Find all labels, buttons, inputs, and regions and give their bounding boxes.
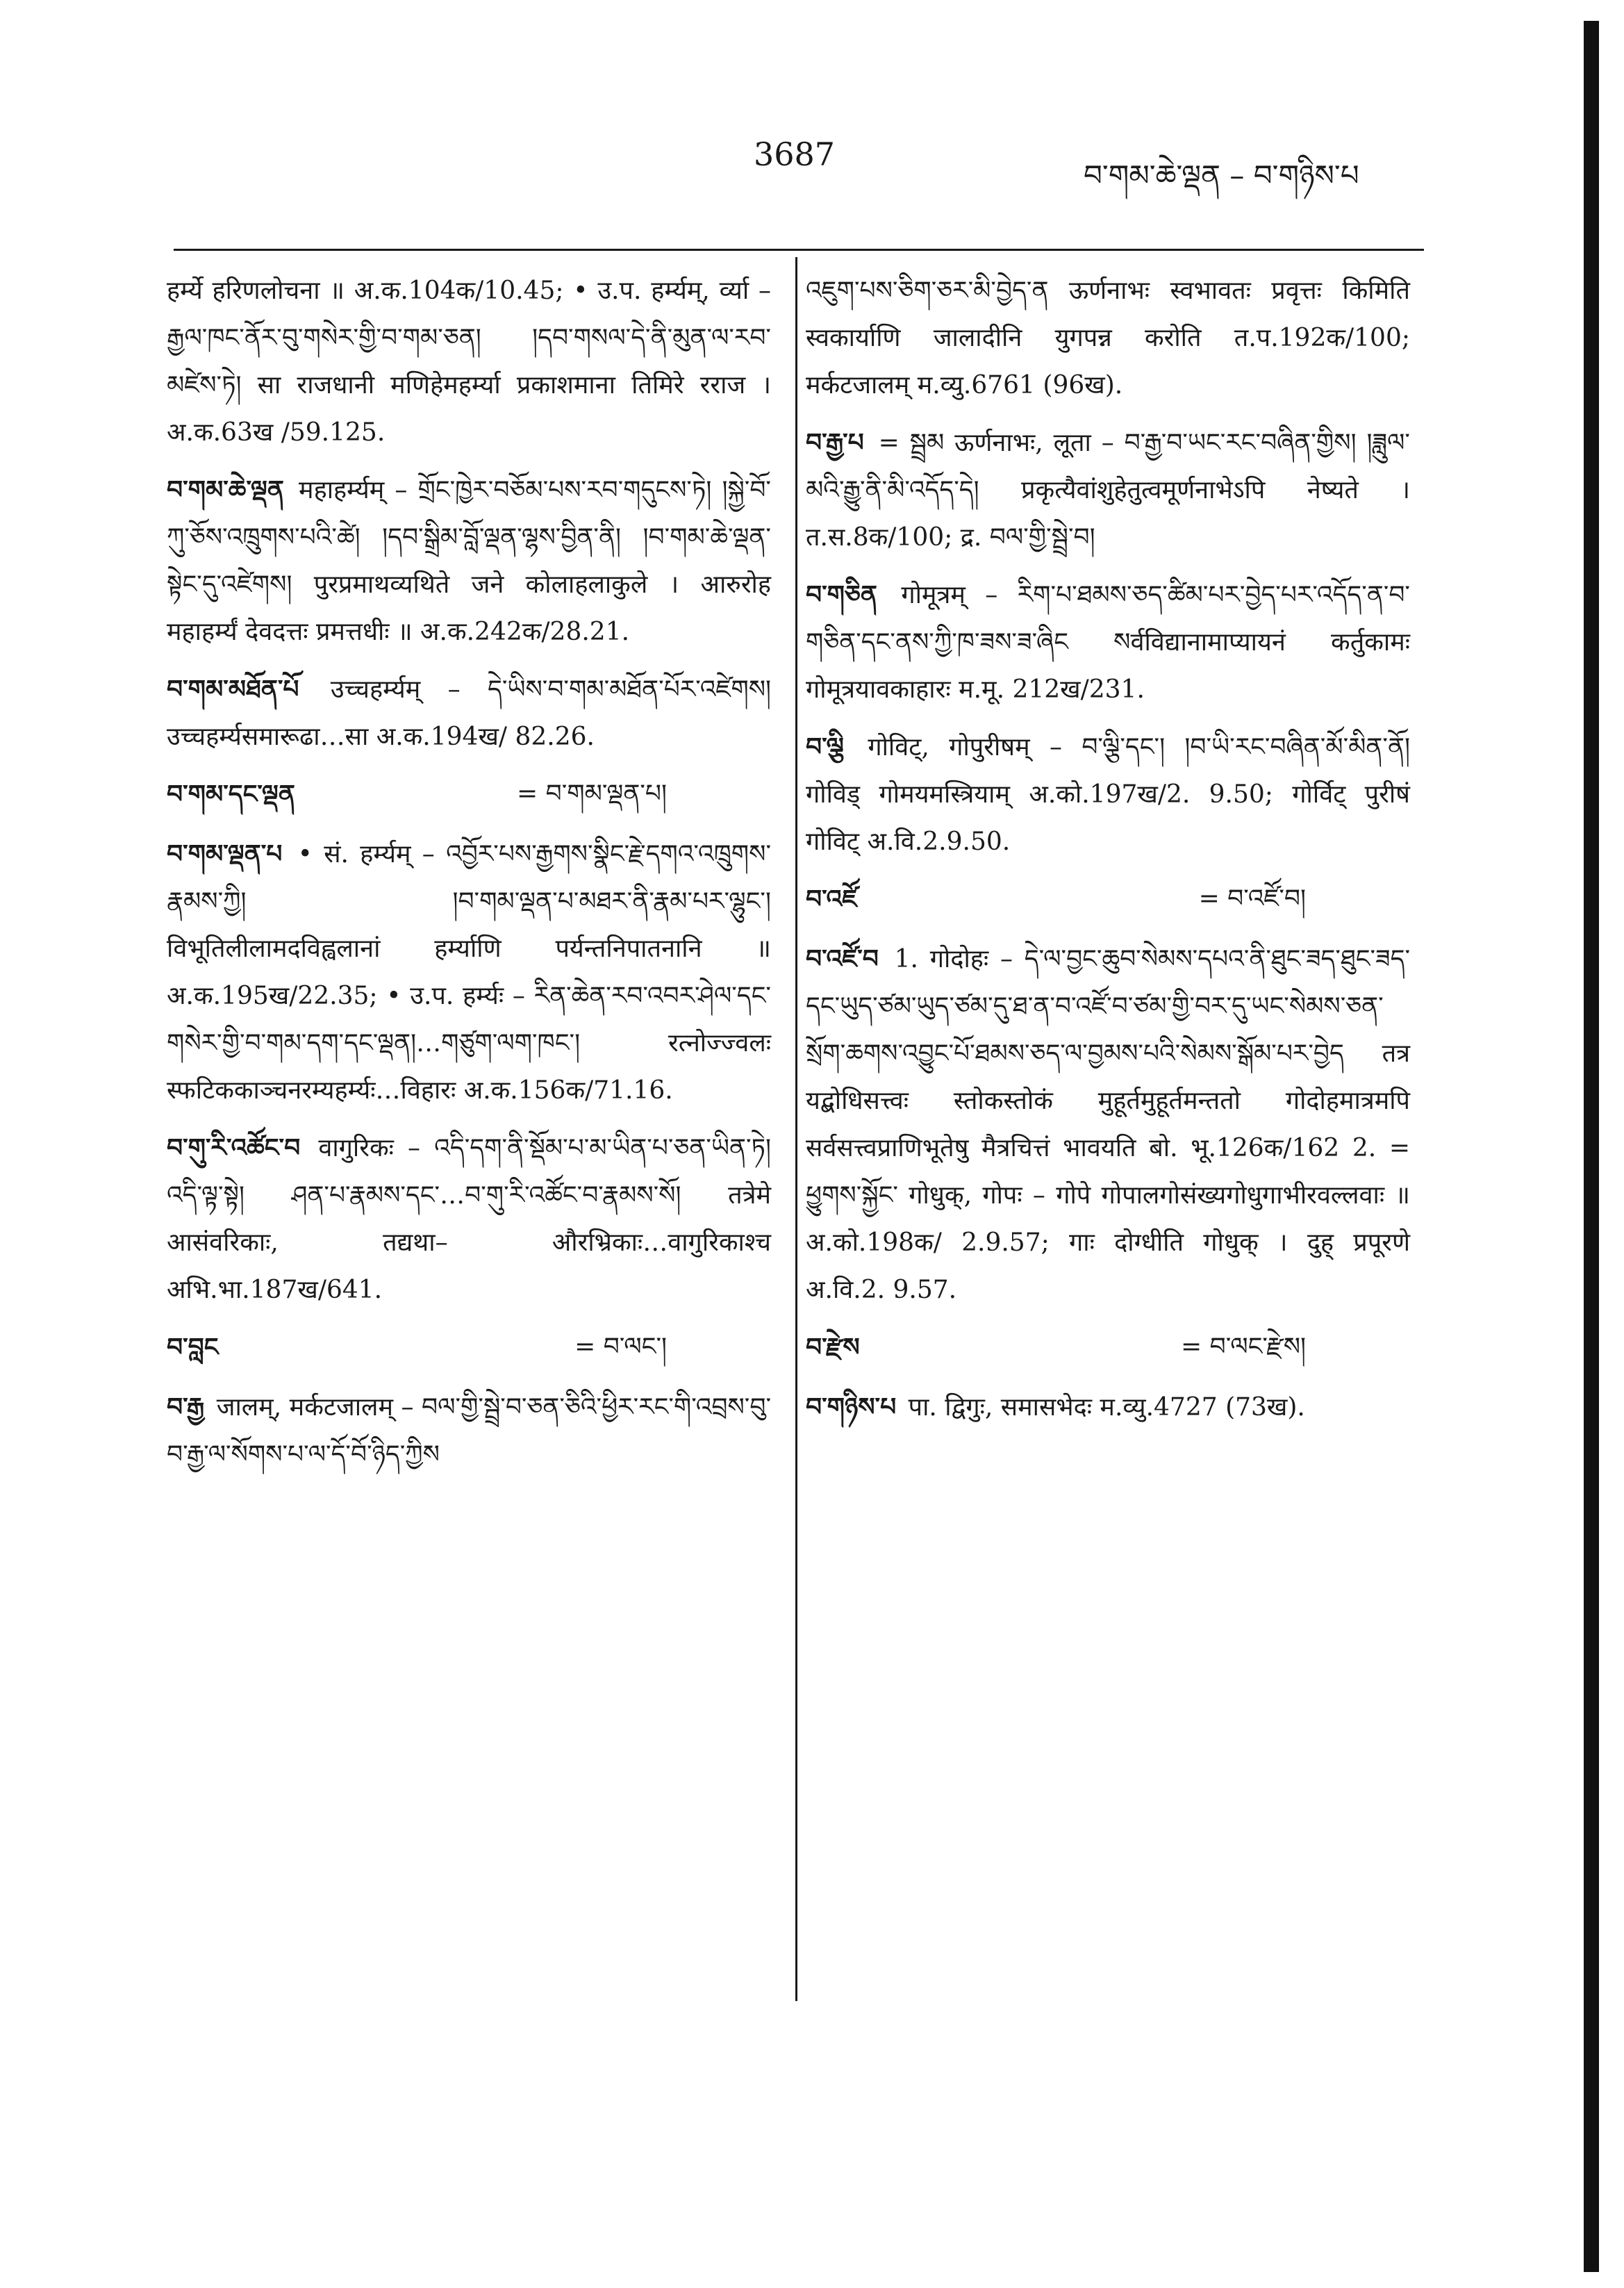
dictionary-entry [806, 419, 1410, 561]
entry-text: 1. गोदोहः – དེ་ལ་བྱང་ཆུབ་སེམས་དཔའ་ནི་ཐུང་ཟད་ཐུང་ཟད་དང་ཡུད་ཙམ་ཡུད་ཙམ་དུ་ཐ་ན་བ་འཛོ་བ་ཙམ་གྱི་བར་དུ་ཡང་སེམས་ཅན་སྲོག་ཆགས་འབྱུང་པོ་ཐམས་ཅད་ལ་བྱམས་པའི་སེམས་སྒོམ་པར་བྱེད तत्र यद्बोधिसत्त्वः स्तोकस्तोकं मुहूर्तमुहूर्तमन्ततो गोदोहमात्रमपि सर्वसत्त्वप्राणिभूतेषु मैत्रचित्तं भावयति बो. भू.126क/162 2. = ཕྱུགས་སྐྱོང་ गोधुक्, गोपः – गोपे गोपालगोसंख्यगोधुगाभीरवल्लवाः ॥ अ.को.198क/ 2.9.57; गाः दोग्धीति गोधुक् । दुह् प्रपूरणे अ.वि.2. 9.57. [806, 945, 1410, 1304]
dictionary-entry [806, 571, 1410, 714]
entry-headword: བ་གུ་རི་འཚོང་བ [167, 1133, 301, 1162]
running-head: བ་གམ་ཆེ་ལྡན – བ་གཉིས་པ [1084, 158, 1359, 192]
entry-headword: བ་འཛོ་བ [806, 944, 879, 973]
entry-text: पा. द्विगुः, समासभेदः म.व्यु.4727 (73ख). [908, 1393, 1305, 1422]
entry-headword: བ་གཅིན [806, 580, 877, 609]
entry-headword: བ་ལྕི [806, 732, 844, 762]
entry-text: हर्म्ये हरिणलोचना ॥ अ.क.104क/10.45; • उ.प. हर्म्यम्, र्व्या – རྒྱལ་ཁང་ནོར་བུ་གསེར་གྱི་བ་གམ་ཅན། །དབ་གསལ་དེ་ནི་མུན་ལ་རབ་མཛེས་ཏེ། सा राजधानी मणिहेमहर्म्या प्रकाशमाना तिमिरे रराज ।अ.क.63ख /59.125. [167, 277, 771, 447]
entry-text: महाहर्म्यम् – གྲོང་ཁྱེར་བཅོམ་པས་རབ་གདུངས་ཏེ། །སྐྱེ་བོ་ཀུ་ཅོས་འཁྲུགས་པའི་ཚེ། །དབ་སྒྲིམ་བློ་ལྡན་ལྷས་བྱིན་ནི། །བ་གམ་ཆེ་ལྡན་སྟེང་དུ་འཛེགས། पुरप्रमाथव्यथिते जने कोलाहलाकुले । आरुरोह महाहर्म्यं देवदत्तः प्रमत्तधीः ॥ अ.क.242क/28.21. [167, 476, 771, 646]
cross-reference-entry [806, 875, 1410, 923]
entry-headword: བ་གམ་དང་ལྡན [167, 780, 295, 809]
cross-reference-entry [167, 771, 771, 818]
cross-reference: = བ་ལང་། [574, 1333, 667, 1361]
entry-headword: བ་བླང [167, 1333, 219, 1362]
entry-text: गोविट्, गोपुरीषम् – བ་ལྕི་དང་། །བ་ཡི་རང་བཞིན་མོ་མིན་ནོ། गोविड् गोमयमस्त्रियाम् अ.को.197ख/2. 9.50; गोर्विट् पुरीषं गोविट् अ.वि.2.9.50. [806, 733, 1410, 856]
entry-text: = སྦྲམ ऊर्णनाभः, लूता – བ་རྒྱ་བ་ཡང་རང་བཞིན་གྱིས། །ཟླུལ་མའི་རྒྱུ་ནི་མི་འདོད་དེ། प्रकृत्यैवांशुहेतुत्वमूर्णनाभेऽपि नेष्यते । त.स.8क/100; द्र. བལ་གྱི་སྦྲེ་བ། [806, 429, 1410, 552]
cross-reference: = བ་གམ་ལྡན་པ། [517, 780, 667, 808]
entry-headword: བ་རྒྱ [167, 1392, 205, 1422]
entry-headword: བ་འཛོ [806, 884, 858, 914]
entry-headword: བ་རྒྱ་པ [806, 428, 864, 457]
dictionary-entry [806, 723, 1410, 866]
left-column [167, 268, 771, 1488]
dictionary-entry [806, 268, 1410, 409]
entry-text: འཇུག་པས་ཅིག་ཅར་མི་བྱེད་ན ऊर्णनाभः स्वभावतः प्रवृत्तः किमिति स्वकार्याणि जालादीनि युगपन्न करोति त.प.192क/100; मर्कटजालम् म.व्यु.6761 (96ख). [806, 277, 1410, 400]
dictionary-entry [167, 466, 771, 656]
entry-text: वागुरिकः – འདི་དག་ནི་སྡོམ་པ་མ་ཡིན་པ་ཅན་ཡིན་ཏེ། འདི་ལྟ་སྟེ། ཤན་པ་རྣམས་དང་…བ་གུ་རི་འཚོང་བ་རྣམས་སོ། तत्रेमे आसंवरिकाः, तद्यथा– औरभ्रिकाः…वागुरिकाश्च अभि.भा.187ख/641. [167, 1134, 771, 1304]
cross-reference-entry [806, 1324, 1410, 1371]
dictionary-entry [167, 268, 771, 456]
entry-headword: བ་གམ་ལྡན་པ [167, 839, 283, 869]
entry-headword: བ་རྫེས [806, 1333, 860, 1362]
page-number: 3687 [754, 135, 836, 173]
entry-text: गोमूत्रम् – རིག་པ་ཐམས་ཅད་ཚིམ་པར་བྱེད་པར་འདོད་ན་བ་གཅིན་དང་ནས་ཀྱི་ཁ་ཟས་ཟ་ཞིང སर्वविद्यानामाप्यायनं कर्तुकामः गोमूत्रयावकाहारः म.मू. 212ख/231. [806, 581, 1410, 704]
cross-reference-entry [167, 1324, 771, 1371]
entry-text: जालम्, मर्कटजालम् – བལ་གྱི་སྦྲེ་བ་ཅན་ཅིའི་ཕྱིར་རང་གི་འབྲས་བུ་བ་རྒྱ་ལ་སོགས་པ་ལ་དོ་བོ་ཉིད་ཀྱིས [167, 1393, 771, 1469]
right-column [806, 268, 1410, 1441]
entry-headword: བ་གམ་མཐོན་པོ [167, 675, 299, 704]
dictionary-entry [167, 1124, 771, 1314]
column-rule [795, 257, 797, 2001]
dictionary-entry [806, 935, 1410, 1314]
cross-reference: = བ་འཛོ་བ། [1198, 884, 1306, 913]
entry-text: उच्चहर्म्यम् – དེ་ཡིས་བ་གམ་མཐོན་པོར་འཛེགས། उच्चहर्म्यसमारूढा…सा अ.क.194ख/ 82.26. [167, 675, 771, 751]
entry-headword: བ་གཉིས་པ [806, 1392, 897, 1422]
dictionary-entry [167, 830, 771, 1114]
entry-headword: བ་གམ་ཆེ་ལྡན [167, 475, 284, 504]
dictionary-entry [167, 666, 771, 761]
dictionary-entry [167, 1383, 771, 1479]
cross-reference: = བ་ལང་རྫེས། [1181, 1333, 1306, 1361]
entry-text: • सं. हर्म्यम् – འབྱོར་པས་རྒྱགས་སྣིང་རྗེ་དགའ་འཁྲུགས་རྣམས་ཀྱི། །བ་གམ་ལྡན་པ་མཐར་ནི་རྣམ་པར་ལྷུང་། विभूतिलीलामदविह्वलानां हर्म्याणि पर्यन्तनिपातनानि ॥ अ.क.195ख/22.35; • उ.प. हर्म्यः – རིན་ཆེན་རབ་འབར་ཤེལ་དང་གསེར་གྱི་བ་གམ་དག་དང་ལྡན།…གཙུག་ལག་ཁང་། रत्नोज्ज्वलः स्फटिककाञ्चनरम्यहर्म्यः…विहारः अ.क.156क/71.16. [167, 840, 772, 1105]
dictionary-entry [806, 1383, 1410, 1431]
edge-bar [1584, 21, 1599, 2272]
header-rule [174, 249, 1424, 251]
